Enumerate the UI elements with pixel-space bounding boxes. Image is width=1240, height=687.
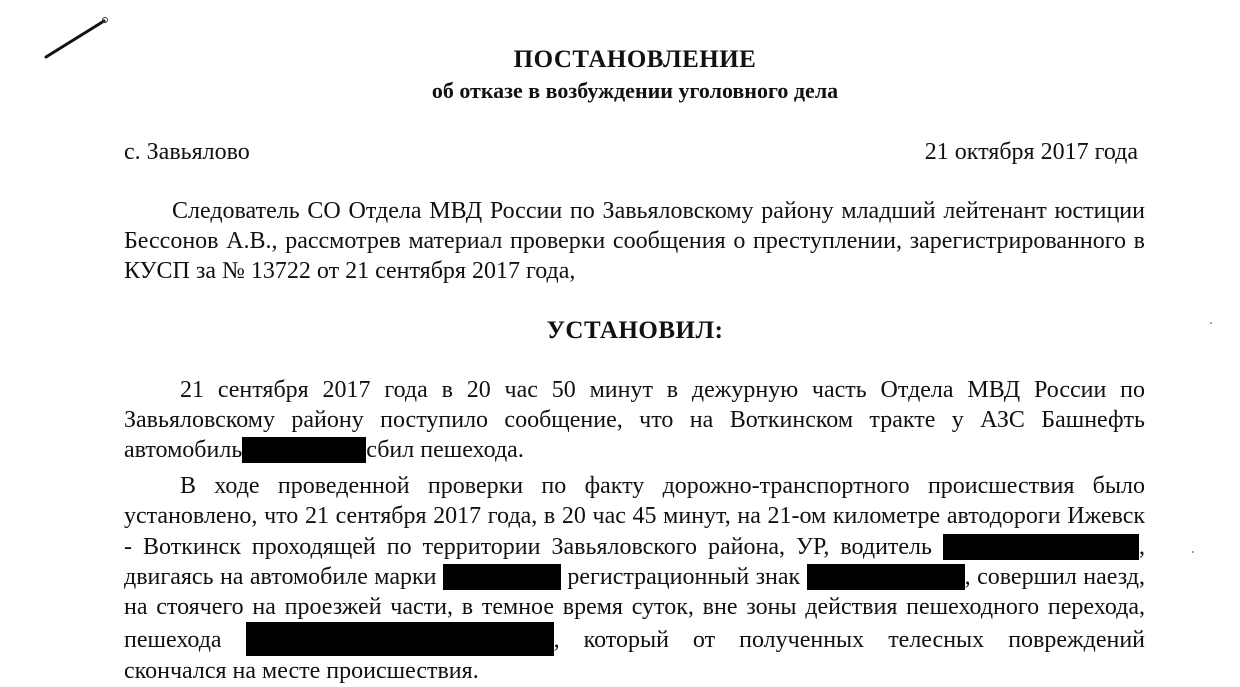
report-text-part2: сбил пешехода.: [366, 437, 524, 463]
redaction-block: [443, 564, 561, 590]
date-text: 21 октября 2017 года: [924, 139, 1138, 165]
findings-text-part6: который от полученных телесных повреждений скончался на месте происшествия.: [124, 627, 1146, 685]
report-text-part1: 21 сентября 2017 года в 20 час 50 минут в дежурную часть Отдела МВД России по Завьяловскому району поступило сообщение, что на Воткинском тракте у АЗС Башнефть автомобиль: [124, 377, 1145, 463]
redaction-block: [943, 534, 1139, 560]
place-text: с. Завьялово: [124, 139, 250, 165]
intro-text: Следователь СО Отдела МВД России по Завьяловскому району младший лейтенант юстиции Бессонов А.В., рассмотрев материал проверки сообщения о преступлении, зарегистрированного в КУСП за № 13722 от 21 сентября 2017 года,: [124, 198, 1145, 284]
paragraph-report: [124, 375, 1145, 465]
scan-speck: [1192, 551, 1194, 553]
findings-text-part4: , совершил наезд, на стоячего на проезжей части, в темное время суток, вне зоны действия пешеходного перехода, пешехода: [124, 563, 1146, 654]
paragraph-findings: [124, 471, 1145, 687]
redaction-block: [807, 564, 965, 590]
redaction-block: [242, 437, 366, 463]
findings-text-part2: , двигаясь на автомобиле марки: [124, 533, 1146, 590]
findings-text-part1: В ходе проведенной проверки по факту дорожно-транспортного происшествия было установлено, что 21 сентября 2017 года, в 20 час 45 минут, на 21-ом километре автодороги Ижевск - Воткинск проходящей по территории Завьяловского района, УР, водитель: [124, 473, 1145, 560]
section-heading: УСТАНОВИЛ:: [546, 317, 724, 344]
scan-speck: [1210, 322, 1212, 324]
findings-text-part3: регистрационный знак: [567, 563, 801, 590]
findings-text-part5: ,: [553, 627, 560, 654]
document-header: [0, 44, 1240, 106]
document-title: ПОСТАНОВЛЕНИЕ: [513, 46, 757, 73]
intro-paragraph: [124, 196, 1145, 286]
redaction-block: [246, 622, 554, 656]
document-subtitle: об отказе в возбуждении уголовного дела: [431, 78, 839, 103]
